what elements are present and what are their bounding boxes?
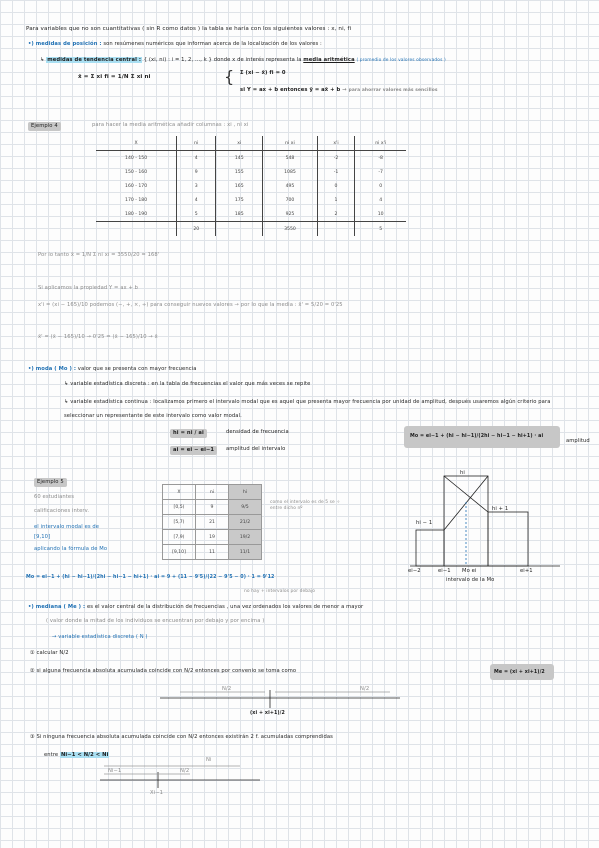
ni-label: Ni: [206, 757, 212, 763]
example-2-label: Ejemplo 5: [34, 478, 67, 487]
modal-interval-2: [9,10]: [34, 534, 51, 540]
cell: 180 - 190: [96, 207, 177, 222]
cell: 185: [216, 207, 263, 222]
cell: 1: [317, 193, 355, 207]
th-ni: ni: [196, 485, 229, 500]
cell: 925: [263, 207, 318, 222]
mode-calc-note: no hay + intervalos por debajo: [244, 589, 316, 594]
tendency-line: ↳ medidas de tendencia central : { (xi, ni) : i = 1, 2, ..., k } donde x de interés representa la media aritmética ( promedio de los valores observados ): [40, 57, 446, 63]
cell: [96, 222, 177, 237]
property-line-2: x'i = (xi − 165)/10 podemos (−, +, ×, ÷) para conseguir nuevos valores → por lo que la media : x̄' = 5/20 = 0'25: [38, 302, 343, 308]
median-discrete: → variable estadística discreta ( N ): [52, 634, 148, 640]
cell: 11/1: [229, 545, 262, 560]
example-1-desc: para hacer la media aritmética añadir columnas : xi , ni xi: [92, 122, 249, 128]
chart-mo-label: Mo ei: [462, 568, 477, 574]
cell: 4: [379, 197, 383, 203]
cell: 150 - 160: [96, 165, 177, 179]
th-nixi: ni xi: [263, 136, 318, 151]
cell: 21/2: [229, 515, 262, 530]
th-x: X: [163, 485, 196, 500]
mode-table: [162, 484, 262, 560]
cell: 21: [196, 515, 229, 530]
n2-label-right: N/2: [360, 686, 370, 692]
cell: 175: [216, 193, 263, 207]
th-xprime: x'i: [317, 136, 355, 151]
cell: [5,7): [163, 515, 196, 530]
cell: 170 - 180: [96, 193, 177, 207]
cell: 145: [216, 151, 263, 166]
step-2: ② si alguna frecuencia absoluta acumulada coincide con N/2 entonces por convenio se toma como: [30, 668, 297, 674]
property-line-3: x̄' = (x̄ − 165)/10 → 0'25 = (x̄ − 165)/10 → x̄: [38, 334, 158, 340]
th-nixprime: ni x'i: [375, 140, 387, 146]
th-hi: hi: [229, 485, 262, 500]
table-note: como el intervalo es de 5 se ÷ entre dicho nº: [270, 500, 341, 511]
bar-modal: [444, 476, 488, 566]
mo-formula: Mo = ei−1 + (hi − hi−1)/(2hi − hi−1 − hi+1) · ai: [410, 434, 544, 439]
mode-heading: •) moda ( Mo ) : valor que se presenta con mayor frecuencia: [28, 366, 197, 372]
bar-right: [488, 512, 528, 566]
total-ni: 20: [177, 222, 216, 237]
ai-desc: amplitud del intervalo: [226, 446, 286, 452]
chart-e1-label: ei−1: [438, 568, 451, 574]
cell: 9: [196, 500, 229, 515]
table-row: [163, 500, 262, 515]
cell: 19/2: [229, 530, 262, 545]
cell: 9/5: [229, 500, 262, 515]
table-row: [96, 151, 406, 166]
n2-label-3: N/2: [180, 768, 190, 774]
cell: [0,5): [163, 500, 196, 515]
me-formula: Me = (xi + xi+1)/2: [494, 670, 545, 675]
chart-hi-minus-label: hi − 1: [416, 520, 433, 526]
table-row: [96, 193, 406, 207]
cell: 4: [177, 193, 216, 207]
example-1-label: Ejemplo 4: [28, 122, 61, 131]
bar-left: [416, 530, 444, 566]
position-heading: •) medidas de posición : son resúmenes numéricos que informan acerca de la localización de los valores :: [28, 41, 322, 47]
cell: 9: [177, 165, 216, 179]
cell: -7: [378, 169, 383, 175]
cell: 165: [216, 179, 263, 193]
th-xi: xi: [216, 136, 263, 151]
ai-formula: ai = ei − ei−1: [170, 446, 217, 455]
cell: 548: [263, 151, 318, 166]
median-desc-2: ( valor donde la mitad de los individuos se encuentran por debajo y por encima ): [46, 618, 265, 624]
median-heading: •) mediana ( Me ) : es el valor central de la distribución de frecuencias , una vez ordenados los valores de menor a mayor: [28, 604, 364, 610]
cell: 1085: [263, 165, 318, 179]
chart-caption: intervalo de la Mo: [446, 577, 495, 583]
cell: 155: [216, 165, 263, 179]
cell: 160 - 170: [96, 179, 177, 193]
cell: -8: [378, 155, 383, 161]
apply-formula: aplicando la fórmula de Mo: [34, 546, 108, 552]
mode-calc: Mo = ei−1 + (hi − hi−1)/(2hi − hi−1 − hi+1) · ai = 9 + (11 − 9'5)/(22 − 9'5 − 0) · 1 = 9'12: [26, 575, 275, 580]
mode-continuous: ↳ variable estadística continua : localizamos primero el intervalo modal que es aquel que presenta mayor frecuencia por unidad de amplitud, después usaremos algún criterio para seleccionar un representante de este intervalo como valor modal.: [64, 399, 551, 419]
chart-e3-label: ei+1: [520, 568, 533, 574]
th-ni: ni: [177, 136, 216, 151]
xi1-label: Xi−1: [150, 790, 164, 796]
cell: -2: [317, 151, 355, 166]
step-3b: entre Ni−1 < N/2 < Ni: [44, 752, 109, 758]
hi-formula: hi = ni / ai: [170, 429, 207, 438]
modal-interval-1: el intervalo modal es de: [34, 524, 100, 530]
chart-hi-label: hi: [460, 470, 465, 476]
cell: 2: [317, 207, 355, 222]
cell: [9,10]: [163, 545, 196, 560]
example-2-line-1: 60 estudiantes: [34, 494, 74, 500]
table-row: [96, 165, 406, 179]
intro-line: Para variables que no son cuantitativas ( sin R como datos ) la tabla se haría con los siguientes valores : x, ni, fi: [26, 26, 352, 32]
mid-formula: (xi + xi+1)/2: [250, 711, 285, 716]
mode-discrete: ↳ variable estadística discreta : en la tabla de frecuencias el valor que más veces se repite: [64, 381, 311, 387]
totals-row: [96, 222, 406, 237]
property-line-1: Si aplicamos la propiedad Y = ax + b: [38, 285, 139, 291]
th-x: X: [96, 136, 177, 151]
cell: 10: [377, 211, 384, 217]
cell: 4: [177, 151, 216, 166]
chart-e2-label: ei−2: [408, 568, 421, 574]
cell: 5: [177, 207, 216, 222]
cell: -1: [317, 165, 355, 179]
mean-property-2: si Y = ax + b entonces ȳ = ax̄ + b → para ahorrar valores más sencillos: [240, 87, 438, 93]
step-3: ③ Si ninguna frecuencia absoluta acumulada coincide con N/2 entonces existirán 2 f. acumuladas comprendidas: [30, 734, 333, 740]
table-row: [96, 207, 406, 222]
cell: 700: [263, 193, 318, 207]
table-row: [96, 179, 406, 193]
ni1-label: Ni−1: [108, 768, 122, 774]
cell: 11: [196, 545, 229, 560]
cell: [216, 222, 263, 237]
mode-histogram: [410, 462, 562, 582]
cell: 0: [317, 179, 355, 193]
cell: [317, 222, 355, 237]
table-row: [163, 530, 262, 545]
table-row: [163, 545, 262, 560]
mean-property-1: Σ (xi − x̄) fi = 0: [240, 70, 286, 76]
n2-label-left: N/2: [222, 686, 232, 692]
cell: 3: [177, 179, 216, 193]
cell: 19: [196, 530, 229, 545]
hi-desc: densidad de frecuencia: [226, 429, 289, 435]
brace-icon: {: [224, 67, 235, 86]
median-diagram-2: [90, 758, 270, 798]
amplitud-label: amplitud: [566, 438, 590, 444]
total-nixprime: 5: [379, 226, 383, 232]
total-nixi: 3550: [263, 222, 318, 237]
cell: 140 - 150: [96, 151, 177, 166]
example-2-line-2: calificaciones interv.: [34, 508, 90, 514]
chart-hi-plus-label: hi + 1: [492, 506, 509, 512]
step-1: ① calcular N/2: [30, 650, 69, 656]
mean-result: Por lo tanto x̄ = 1/N Σ ni xi = 3550/20 = 168': [38, 252, 160, 258]
mean-table: [96, 136, 406, 236]
cell: 0: [379, 183, 383, 189]
table-row: [163, 515, 262, 530]
cell: 495: [263, 179, 318, 193]
cell: [7,9): [163, 530, 196, 545]
mean-formula: x̄ = Σ xi fi = 1/N Σ xi ni: [78, 74, 151, 80]
